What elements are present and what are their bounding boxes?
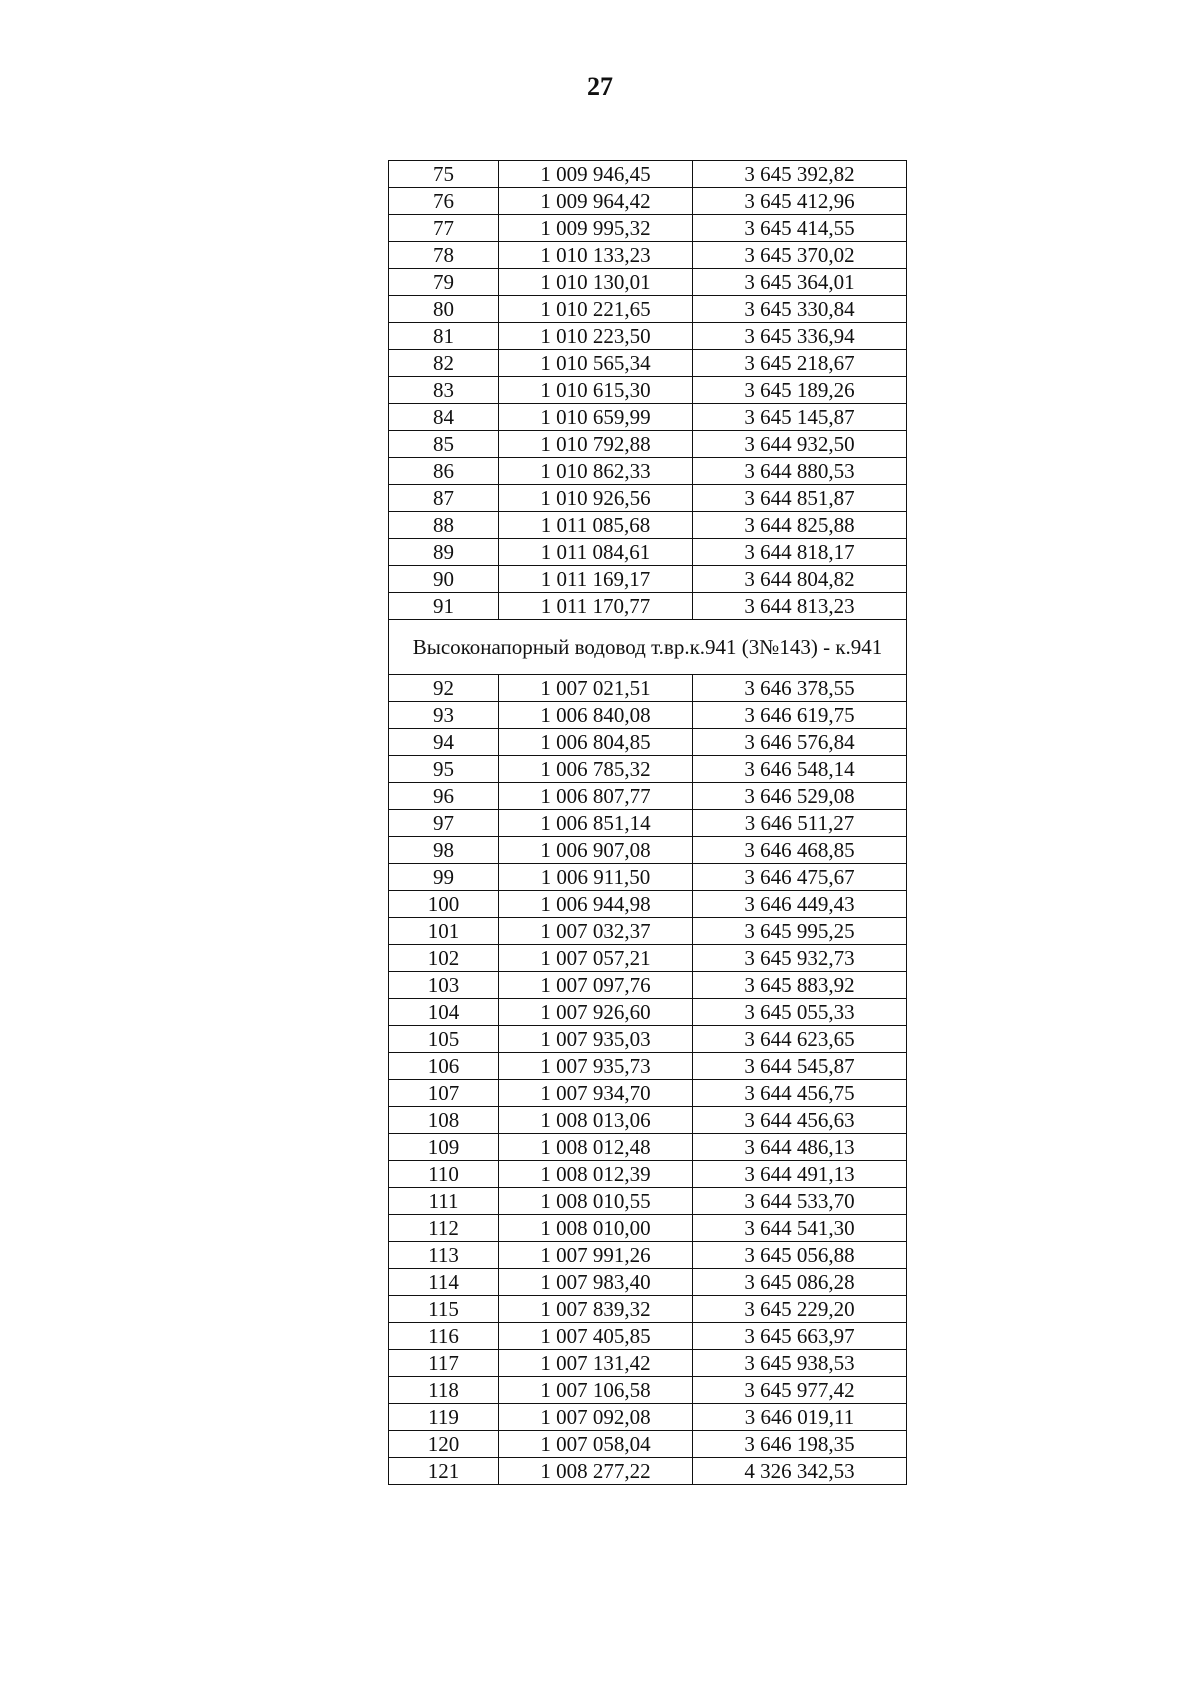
point-number-cell: 85 (389, 431, 499, 458)
y-coordinate-cell: 3 644 541,30 (693, 1215, 907, 1242)
x-coordinate-cell: 1 006 807,77 (499, 783, 693, 810)
y-coordinate-cell: 3 645 883,92 (693, 972, 907, 999)
section-header-row (389, 620, 907, 675)
x-coordinate-cell: 1 006 944,98 (499, 891, 693, 918)
point-number-cell: 93 (389, 702, 499, 729)
y-coordinate-cell: 3 646 198,35 (693, 1431, 907, 1458)
point-number-cell: 77 (389, 215, 499, 242)
table-row (389, 1107, 907, 1134)
point-number-cell: 95 (389, 756, 499, 783)
x-coordinate-cell: 1 010 565,34 (499, 350, 693, 377)
table-row (389, 1242, 907, 1269)
x-coordinate-cell: 1 007 057,21 (499, 945, 693, 972)
table-row (389, 215, 907, 242)
y-coordinate-cell: 3 645 364,01 (693, 269, 907, 296)
point-number-cell: 87 (389, 485, 499, 512)
table-row (389, 729, 907, 756)
y-coordinate-cell: 3 644 804,82 (693, 566, 907, 593)
point-number-cell: 109 (389, 1134, 499, 1161)
y-coordinate-cell: 3 646 449,43 (693, 891, 907, 918)
table-row (389, 242, 907, 269)
table-row (389, 1404, 907, 1431)
x-coordinate-cell: 1 008 012,48 (499, 1134, 693, 1161)
point-number-cell: 106 (389, 1053, 499, 1080)
x-coordinate-cell: 1 007 934,70 (499, 1080, 693, 1107)
x-coordinate-cell: 1 006 851,14 (499, 810, 693, 837)
point-number-cell: 101 (389, 918, 499, 945)
table-row (389, 296, 907, 323)
x-coordinate-cell: 1 008 013,06 (499, 1107, 693, 1134)
x-coordinate-cell: 1 007 405,85 (499, 1323, 693, 1350)
x-coordinate-cell: 1 007 021,51 (499, 675, 693, 702)
point-number-cell: 91 (389, 593, 499, 620)
x-coordinate-cell: 1 007 131,42 (499, 1350, 693, 1377)
table-row (389, 945, 907, 972)
point-number-cell: 86 (389, 458, 499, 485)
table-row (389, 675, 907, 702)
table-row (389, 431, 907, 458)
point-number-cell: 117 (389, 1350, 499, 1377)
y-coordinate-cell: 3 646 468,85 (693, 837, 907, 864)
table-row (389, 1026, 907, 1053)
table-row (389, 1377, 907, 1404)
y-coordinate-cell: 3 645 229,20 (693, 1296, 907, 1323)
x-coordinate-cell: 1 010 615,30 (499, 377, 693, 404)
point-number-cell: 100 (389, 891, 499, 918)
point-number-cell: 89 (389, 539, 499, 566)
table-row (389, 702, 907, 729)
y-coordinate-cell: 3 644 932,50 (693, 431, 907, 458)
table-row (389, 485, 907, 512)
y-coordinate-cell: 3 645 336,94 (693, 323, 907, 350)
table-row (389, 1215, 907, 1242)
y-coordinate-cell: 3 644 851,87 (693, 485, 907, 512)
point-number-cell: 79 (389, 269, 499, 296)
table-row (389, 1269, 907, 1296)
point-number-cell: 99 (389, 864, 499, 891)
x-coordinate-cell: 1 007 935,73 (499, 1053, 693, 1080)
x-coordinate-cell: 1 008 012,39 (499, 1161, 693, 1188)
y-coordinate-cell: 3 645 412,96 (693, 188, 907, 215)
y-coordinate-cell: 3 644 825,88 (693, 512, 907, 539)
y-coordinate-cell: 3 645 218,67 (693, 350, 907, 377)
point-number-cell: 104 (389, 999, 499, 1026)
table-row (389, 458, 907, 485)
table-row (389, 972, 907, 999)
y-coordinate-cell: 3 644 818,17 (693, 539, 907, 566)
table-row (389, 350, 907, 377)
point-number-cell: 114 (389, 1269, 499, 1296)
x-coordinate-cell: 1 006 804,85 (499, 729, 693, 756)
x-coordinate-cell: 1 007 106,58 (499, 1377, 693, 1404)
table-row (389, 566, 907, 593)
y-coordinate-cell: 3 646 619,75 (693, 702, 907, 729)
x-coordinate-cell: 1 010 223,50 (499, 323, 693, 350)
table-row (389, 864, 907, 891)
x-coordinate-cell: 1 007 032,37 (499, 918, 693, 945)
point-number-cell: 105 (389, 1026, 499, 1053)
point-number-cell: 80 (389, 296, 499, 323)
x-coordinate-cell: 1 008 010,00 (499, 1215, 693, 1242)
y-coordinate-cell: 3 646 576,84 (693, 729, 907, 756)
y-coordinate-cell: 3 644 623,65 (693, 1026, 907, 1053)
y-coordinate-cell: 4 326 342,53 (693, 1458, 907, 1485)
x-coordinate-cell: 1 007 097,76 (499, 972, 693, 999)
table-row (389, 323, 907, 350)
y-coordinate-cell: 3 645 414,55 (693, 215, 907, 242)
y-coordinate-cell: 3 645 977,42 (693, 1377, 907, 1404)
point-number-cell: 107 (389, 1080, 499, 1107)
page-number: 27 (587, 72, 613, 101)
point-number-cell: 92 (389, 675, 499, 702)
table-row (389, 1134, 907, 1161)
table-row (389, 999, 907, 1026)
point-number-cell: 115 (389, 1296, 499, 1323)
x-coordinate-cell: 1 010 133,23 (499, 242, 693, 269)
point-number-cell: 119 (389, 1404, 499, 1431)
table-row (389, 512, 907, 539)
table-row (389, 188, 907, 215)
point-number-cell: 97 (389, 810, 499, 837)
point-number-cell: 111 (389, 1188, 499, 1215)
x-coordinate-cell: 1 011 085,68 (499, 512, 693, 539)
point-number-cell: 121 (389, 1458, 499, 1485)
x-coordinate-cell: 1 006 785,32 (499, 756, 693, 783)
table-row (389, 539, 907, 566)
point-number-cell: 120 (389, 1431, 499, 1458)
x-coordinate-cell: 1 007 092,08 (499, 1404, 693, 1431)
table-row (389, 269, 907, 296)
y-coordinate-cell: 3 644 456,75 (693, 1080, 907, 1107)
x-coordinate-cell: 1 008 277,22 (499, 1458, 693, 1485)
x-coordinate-cell: 1 007 839,32 (499, 1296, 693, 1323)
point-number-cell: 78 (389, 242, 499, 269)
point-number-cell: 75 (389, 161, 499, 188)
table-row (389, 1080, 907, 1107)
y-coordinate-cell: 3 645 392,82 (693, 161, 907, 188)
x-coordinate-cell: 1 007 983,40 (499, 1269, 693, 1296)
x-coordinate-cell: 1 007 991,26 (499, 1242, 693, 1269)
table-row (389, 161, 907, 188)
table-row (389, 404, 907, 431)
y-coordinate-cell: 3 645 932,73 (693, 945, 907, 972)
y-coordinate-cell: 3 644 533,70 (693, 1188, 907, 1215)
x-coordinate-cell: 1 010 130,01 (499, 269, 693, 296)
point-number-cell: 94 (389, 729, 499, 756)
y-coordinate-cell: 3 644 491,13 (693, 1161, 907, 1188)
x-coordinate-cell: 1 006 911,50 (499, 864, 693, 891)
x-coordinate-cell: 1 009 995,32 (499, 215, 693, 242)
point-number-cell: 84 (389, 404, 499, 431)
x-coordinate-cell: 1 006 840,08 (499, 702, 693, 729)
point-number-cell: 82 (389, 350, 499, 377)
y-coordinate-cell: 3 646 511,27 (693, 810, 907, 837)
coordinates-table (388, 160, 907, 1485)
x-coordinate-cell: 1 010 862,33 (499, 458, 693, 485)
x-coordinate-cell: 1 009 964,42 (499, 188, 693, 215)
x-coordinate-cell: 1 006 907,08 (499, 837, 693, 864)
x-coordinate-cell: 1 010 659,99 (499, 404, 693, 431)
table-row (389, 1431, 907, 1458)
table-row (389, 377, 907, 404)
y-coordinate-cell: 3 645 189,26 (693, 377, 907, 404)
table-row (389, 1188, 907, 1215)
y-coordinate-cell: 3 644 880,53 (693, 458, 907, 485)
y-coordinate-cell: 3 646 475,67 (693, 864, 907, 891)
y-coordinate-cell: 3 644 813,23 (693, 593, 907, 620)
table-row (389, 891, 907, 918)
point-number-cell: 116 (389, 1323, 499, 1350)
y-coordinate-cell: 3 645 055,33 (693, 999, 907, 1026)
y-coordinate-cell: 3 645 938,53 (693, 1350, 907, 1377)
point-number-cell: 90 (389, 566, 499, 593)
x-coordinate-cell: 1 007 935,03 (499, 1026, 693, 1053)
y-coordinate-cell: 3 646 019,11 (693, 1404, 907, 1431)
y-coordinate-cell: 3 645 086,28 (693, 1269, 907, 1296)
y-coordinate-cell: 3 645 370,02 (693, 242, 907, 269)
point-number-cell: 113 (389, 1242, 499, 1269)
point-number-cell: 103 (389, 972, 499, 999)
table-row (389, 837, 907, 864)
section-title: Высоконапорный водовод т.вр.к.941 (3№143) - к.941 (389, 620, 907, 675)
point-number-cell: 118 (389, 1377, 499, 1404)
table-row (389, 1296, 907, 1323)
point-number-cell: 88 (389, 512, 499, 539)
x-coordinate-cell: 1 007 926,60 (499, 999, 693, 1026)
x-coordinate-cell: 1 007 058,04 (499, 1431, 693, 1458)
coordinates-table-body (389, 161, 907, 1485)
x-coordinate-cell: 1 009 946,45 (499, 161, 693, 188)
y-coordinate-cell: 3 644 456,63 (693, 1107, 907, 1134)
y-coordinate-cell: 3 645 995,25 (693, 918, 907, 945)
table-row (389, 918, 907, 945)
point-number-cell: 81 (389, 323, 499, 350)
point-number-cell: 110 (389, 1161, 499, 1188)
y-coordinate-cell: 3 646 529,08 (693, 783, 907, 810)
table-row (389, 810, 907, 837)
x-coordinate-cell: 1 011 169,17 (499, 566, 693, 593)
table-row (389, 1350, 907, 1377)
point-number-cell: 98 (389, 837, 499, 864)
point-number-cell: 112 (389, 1215, 499, 1242)
y-coordinate-cell: 3 644 486,13 (693, 1134, 907, 1161)
y-coordinate-cell: 3 646 378,55 (693, 675, 907, 702)
table-row (389, 1323, 907, 1350)
x-coordinate-cell: 1 011 170,77 (499, 593, 693, 620)
y-coordinate-cell: 3 645 056,88 (693, 1242, 907, 1269)
table-row (389, 1458, 907, 1485)
x-coordinate-cell: 1 008 010,55 (499, 1188, 693, 1215)
table-row (389, 756, 907, 783)
point-number-cell: 108 (389, 1107, 499, 1134)
point-number-cell: 102 (389, 945, 499, 972)
x-coordinate-cell: 1 010 926,56 (499, 485, 693, 512)
point-number-cell: 76 (389, 188, 499, 215)
y-coordinate-cell: 3 645 145,87 (693, 404, 907, 431)
point-number-cell: 83 (389, 377, 499, 404)
y-coordinate-cell: 3 645 663,97 (693, 1323, 907, 1350)
table-row (389, 1053, 907, 1080)
x-coordinate-cell: 1 010 221,65 (499, 296, 693, 323)
x-coordinate-cell: 1 010 792,88 (499, 431, 693, 458)
y-coordinate-cell: 3 645 330,84 (693, 296, 907, 323)
x-coordinate-cell: 1 011 084,61 (499, 539, 693, 566)
y-coordinate-cell: 3 644 545,87 (693, 1053, 907, 1080)
table-row (389, 783, 907, 810)
table-row (389, 593, 907, 620)
point-number-cell: 96 (389, 783, 499, 810)
table-row (389, 1161, 907, 1188)
y-coordinate-cell: 3 646 548,14 (693, 756, 907, 783)
